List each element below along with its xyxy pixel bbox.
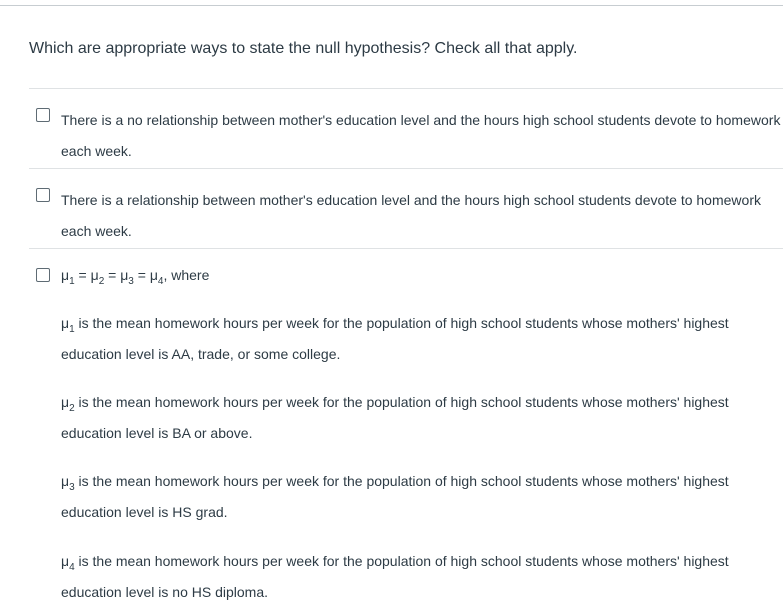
equals-sign: =: [78, 267, 87, 283]
divider: [29, 88, 783, 89]
mu-index: 1: [69, 275, 75, 287]
checkbox-option-2[interactable]: [36, 188, 50, 202]
definition-text: is the mean homework hours per week for the population of high school students whose mothers' highest education level is BA or above.: [61, 394, 729, 441]
definition-text: is the mean homework hours per week for the population of high school students whose mothers' highest education level is HS grad.: [61, 473, 729, 520]
mu-symbol: μ: [61, 267, 70, 283]
option-3-label[interactable]: [61, 265, 209, 292]
divider: [29, 248, 783, 249]
mu-symbol: μ: [61, 394, 70, 410]
definition-mu3: [61, 466, 776, 528]
definition-text: is the mean homework hours per week for the population of high school students whose mothers' highest education level is AA, trade, or some college.: [61, 315, 729, 362]
definition-mu1: [61, 308, 776, 370]
mu-symbol: μ: [61, 473, 70, 489]
top-rule: [0, 5, 783, 6]
question-prompt: Which are appropriate ways to state the null hypothesis? Check all that apply.: [29, 40, 578, 57]
equals-sign: =: [108, 267, 117, 283]
mu-index: 4: [69, 561, 75, 573]
equals-sign: =: [137, 267, 146, 283]
definition-mu2: [61, 387, 776, 449]
mu-index: 4: [157, 275, 164, 287]
mu-index: 3: [69, 481, 75, 493]
definition-mu4: [61, 546, 776, 608]
mu-index: 2: [98, 275, 105, 287]
mu-symbol: μ: [61, 553, 70, 569]
mu-symbol: μ: [90, 267, 99, 283]
mu-index: 1: [69, 323, 75, 335]
mu-symbol: μ: [120, 267, 129, 283]
mu-index: 2: [69, 402, 75, 414]
checkbox-option-3[interactable]: [36, 268, 50, 282]
divider: [29, 168, 783, 169]
mu-symbol: μ: [61, 315, 70, 331]
mu-symbol: μ: [149, 267, 158, 283]
where-text: , where: [163, 267, 210, 283]
option-1-label[interactable]: There is a no relationship between mother's education level and the hours high school students devote to homework each week.: [61, 112, 781, 159]
mu-index: 3: [128, 275, 134, 287]
checkbox-option-1[interactable]: [36, 108, 50, 122]
definition-text: is the mean homework hours per week for the population of high school students whose mothers' highest education level is no HS diploma.: [61, 553, 729, 600]
option-2-label[interactable]: There is a relationship between mother's education level and the hours high school students devote to homework each week.: [61, 192, 761, 239]
